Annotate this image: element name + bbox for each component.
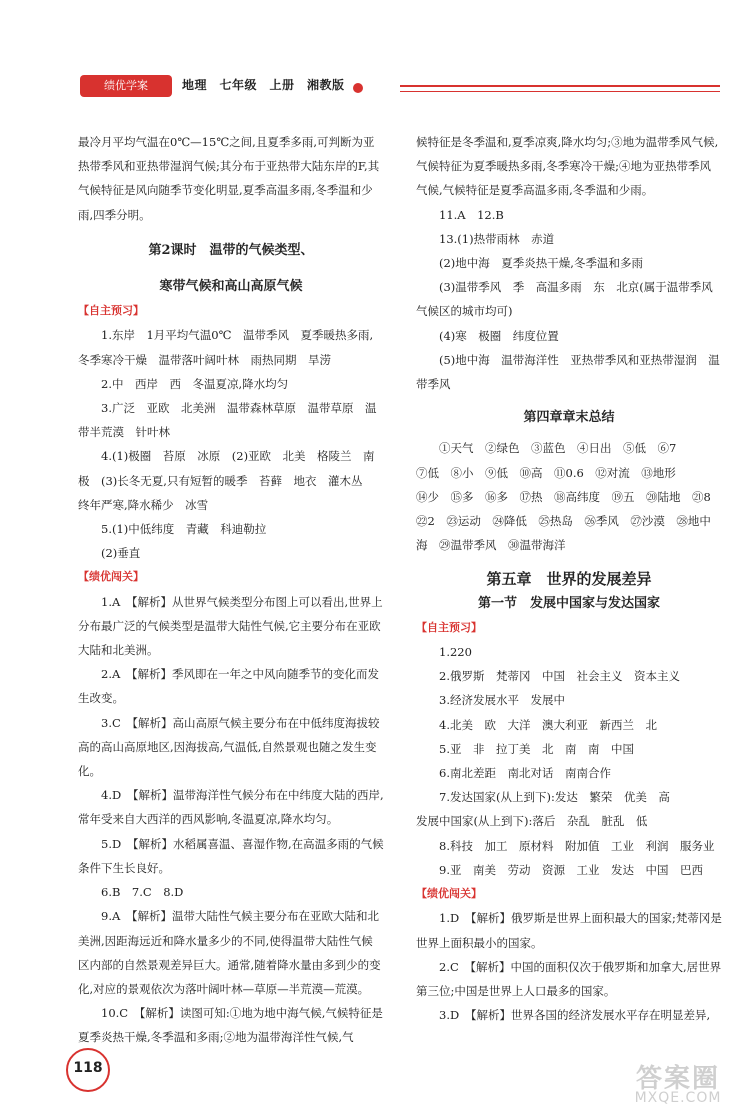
header-rule-thin [400,91,720,92]
summary-line: 海 ㉙温带季风 ㉚温带海洋 [416,538,566,553]
answer-item: 6.南北差距 南北对话 南南合作 [439,766,611,781]
answer-item: 3.D 【解析】世界各国的经济发展水平存在明显差异, [439,1008,711,1023]
answer-item: (2)垂直 [101,546,141,561]
page-header [0,0,750,110]
section-tag: 【绩优闯关】 [78,570,144,584]
answer-item: 5.(1)中低纬度 青藏 科迪勒拉 [101,522,267,537]
answer-item: 1.D 【解析】俄罗斯是世界上面积最大的国家;梵蒂冈是世界上面积最小的国家。 [416,911,722,950]
brand-badge: 绩优学案 [80,75,172,97]
answer-item: 2.中 西岸 西 冬温夏凉,降水均匀 [101,376,289,391]
answer-item: 1.东岸 1月平均气温0℃ 温带季风 夏季暖热多雨,冬季寒冷干燥 温带落叶阔叶林 雨热同期 旱涝 [78,328,374,367]
summary-line: ⑦低 ⑧小 ⑨低 ⑩高 ⑪0.6 ⑫对流 ⑬地形 [416,465,676,480]
paragraph: 最冷月平均气温在0℃—15℃之间,且夏季多雨,可判断为亚热带季风和亚热带湿润气候;其分布于亚热带大陆东岸的F,其气候特征是风向随季节变化明显,夏季高温多雨,冬季温和少雨,四季分明。 [78,135,380,222]
lesson-title: 第2课时 温带的气候类型、 [148,242,314,258]
answer-item: 8.科技 加工 原材料 附加值 工业 利润 服务业 [439,838,715,853]
answer-item: 9.亚 南美 劳动 资源 工业 发达 中国 巴西 [439,862,703,877]
section-tag: 【绩优闯关】 [416,887,482,901]
summary-title: 第四章章末总结 [523,410,615,426]
answer-item: (5)地中海 温带海洋性 亚热带季风和亚热带湿润 温带季风 [416,352,720,392]
left-column [78,130,384,1050]
watermark-logo [612,1058,744,1112]
page-number: 118 [73,1060,103,1076]
answer-item: 6.B 7.C 8.D [101,885,184,900]
answer-item: 4.北美 欧 大洋 澳大利亚 新西兰 北 [439,717,657,732]
summary-line: ①天气 ②绿色 ③蓝色 ④日出 ⑤低 ⑥7 [439,441,677,456]
answer-item: 3.C 【解析】高山高原气候主要分布在中低纬度海拔较高的高山高原地区,因海拔高,气温低,自然景观也随之发生变化。 [78,715,380,779]
answer-item: 发展中国家(从上到下):落后 杂乱 脏乱 低 [416,814,648,829]
answer-item: 4.(1)极圈 苔原 冰原 (2)亚欧 北美 格陵兰 南极 (3)长冬无夏,只有短暂的暖季 苔藓 地衣 灌木丛 终年严寒,降水稀少 冰雪 [78,449,375,512]
subject-line: 地理 七年级 上册 湘教版 [182,78,345,92]
answer-item: 3.经济发展水平 发展中 [439,693,565,708]
answer-item: 2.A 【解析】季风即在一年之中风向随季节的变化而发生改变。 [78,667,380,706]
answer-item: 2.C 【解析】中国的面积仅次于俄罗斯和加拿大,居世界第三位;中国是世界上人口最多的国家。 [416,959,722,998]
header-dot-icon [353,83,363,93]
answer-item: 7.发达国家(从上到下):发达 繁荣 优美 高 [439,790,670,805]
page-number-badge [66,1048,110,1092]
answer-item: 4.D 【解析】温带海洋性气候分布在中纬度大陆的西岸,常年受来自大西洋的西风影响,冬温夏凉,降水均匀。 [78,788,384,827]
answer-item: 10.C 【解析】读图可知:①地为地中海气候,气候特征是夏季炎热干燥,冬季温和多雨;②地为温带海洋性气候,气 [78,1006,383,1045]
answer-item: 1.A 【解析】从世界气候类型分布图上可以看出,世界上分布最广泛的气候类型是温带大陆性气候,它主要分布在亚欧大陆和北美洲。 [78,594,383,658]
summary-line: ㉒2 ㉓运动 ㉔降低 ㉕热岛 ㉖季风 ㉗沙漠 ㉘地中 [416,514,711,529]
lesson-title: 寒带气候和高山高原气候 [159,279,303,295]
watermark-text: 答案圈 [635,1064,720,1094]
section-tag: 【自主预习】 [78,304,144,318]
paragraph: 候特征是冬季温和,夏季凉爽,降水均匀;③地为温带季风气候,气候特征为夏季暖热多雨,冬季寒冷干燥;④地为亚热带季风气候,气候特征是夏季高温多雨,冬季温和少雨。 [416,135,719,198]
answer-item: 1.220 [439,645,472,660]
section-tag: 【自主预习】 [416,620,482,634]
answer-item: 3.广泛 亚欧 北美洲 温带森林草原 温带草原 温带半荒漠 针叶林 [78,401,377,440]
right-column [416,130,722,1027]
answer-item: 13.(1)热带雨林 赤道 [439,231,555,246]
answer-item: 2.俄罗斯 梵蒂冈 中国 社会主义 资本主义 [439,669,680,684]
summary-line: ⑭少 ⑮多 ⑯多 ⑰热 ⑱高纬度 ⑲五 ⑳陆地 ㉑8 [416,489,711,504]
answer-item: 5.亚 非 拉丁美 北 南 南 中国 [439,741,634,756]
answer-item: (3)温带季风 季 高温多雨 东 北京(属于温带季风气候区的城市均可) [416,280,713,319]
chapter-title: 第五章 世界的发展差异 [486,570,652,589]
answer-item: (2)地中海 夏季炎热干燥,冬季温和多雨 [439,256,643,271]
watermark-url: MXQE.COM [634,1090,722,1106]
answer-item: 11.A 12.B [439,207,504,222]
section-title: 第一节 发展中国家与发达国家 [477,595,660,611]
answer-item: (4)寒 极圈 纬度位置 [439,328,559,343]
answer-item: 5.D 【解析】水稻属喜温、喜湿作物,在高温多雨的气候条件下生长良好。 [78,836,384,875]
header-rule [400,85,720,87]
answer-item: 9.A 【解析】温带大陆性气候主要分布在亚欧大陆和北美洲,因距海远近和降水量多少的不同,使得温带大陆性气候区内部的自然景观差异巨大。通常,随着降水量由多到少的变化,对应的景观依次为落叶阔叶林—草原—半荒漠—荒漠。 [78,909,381,996]
